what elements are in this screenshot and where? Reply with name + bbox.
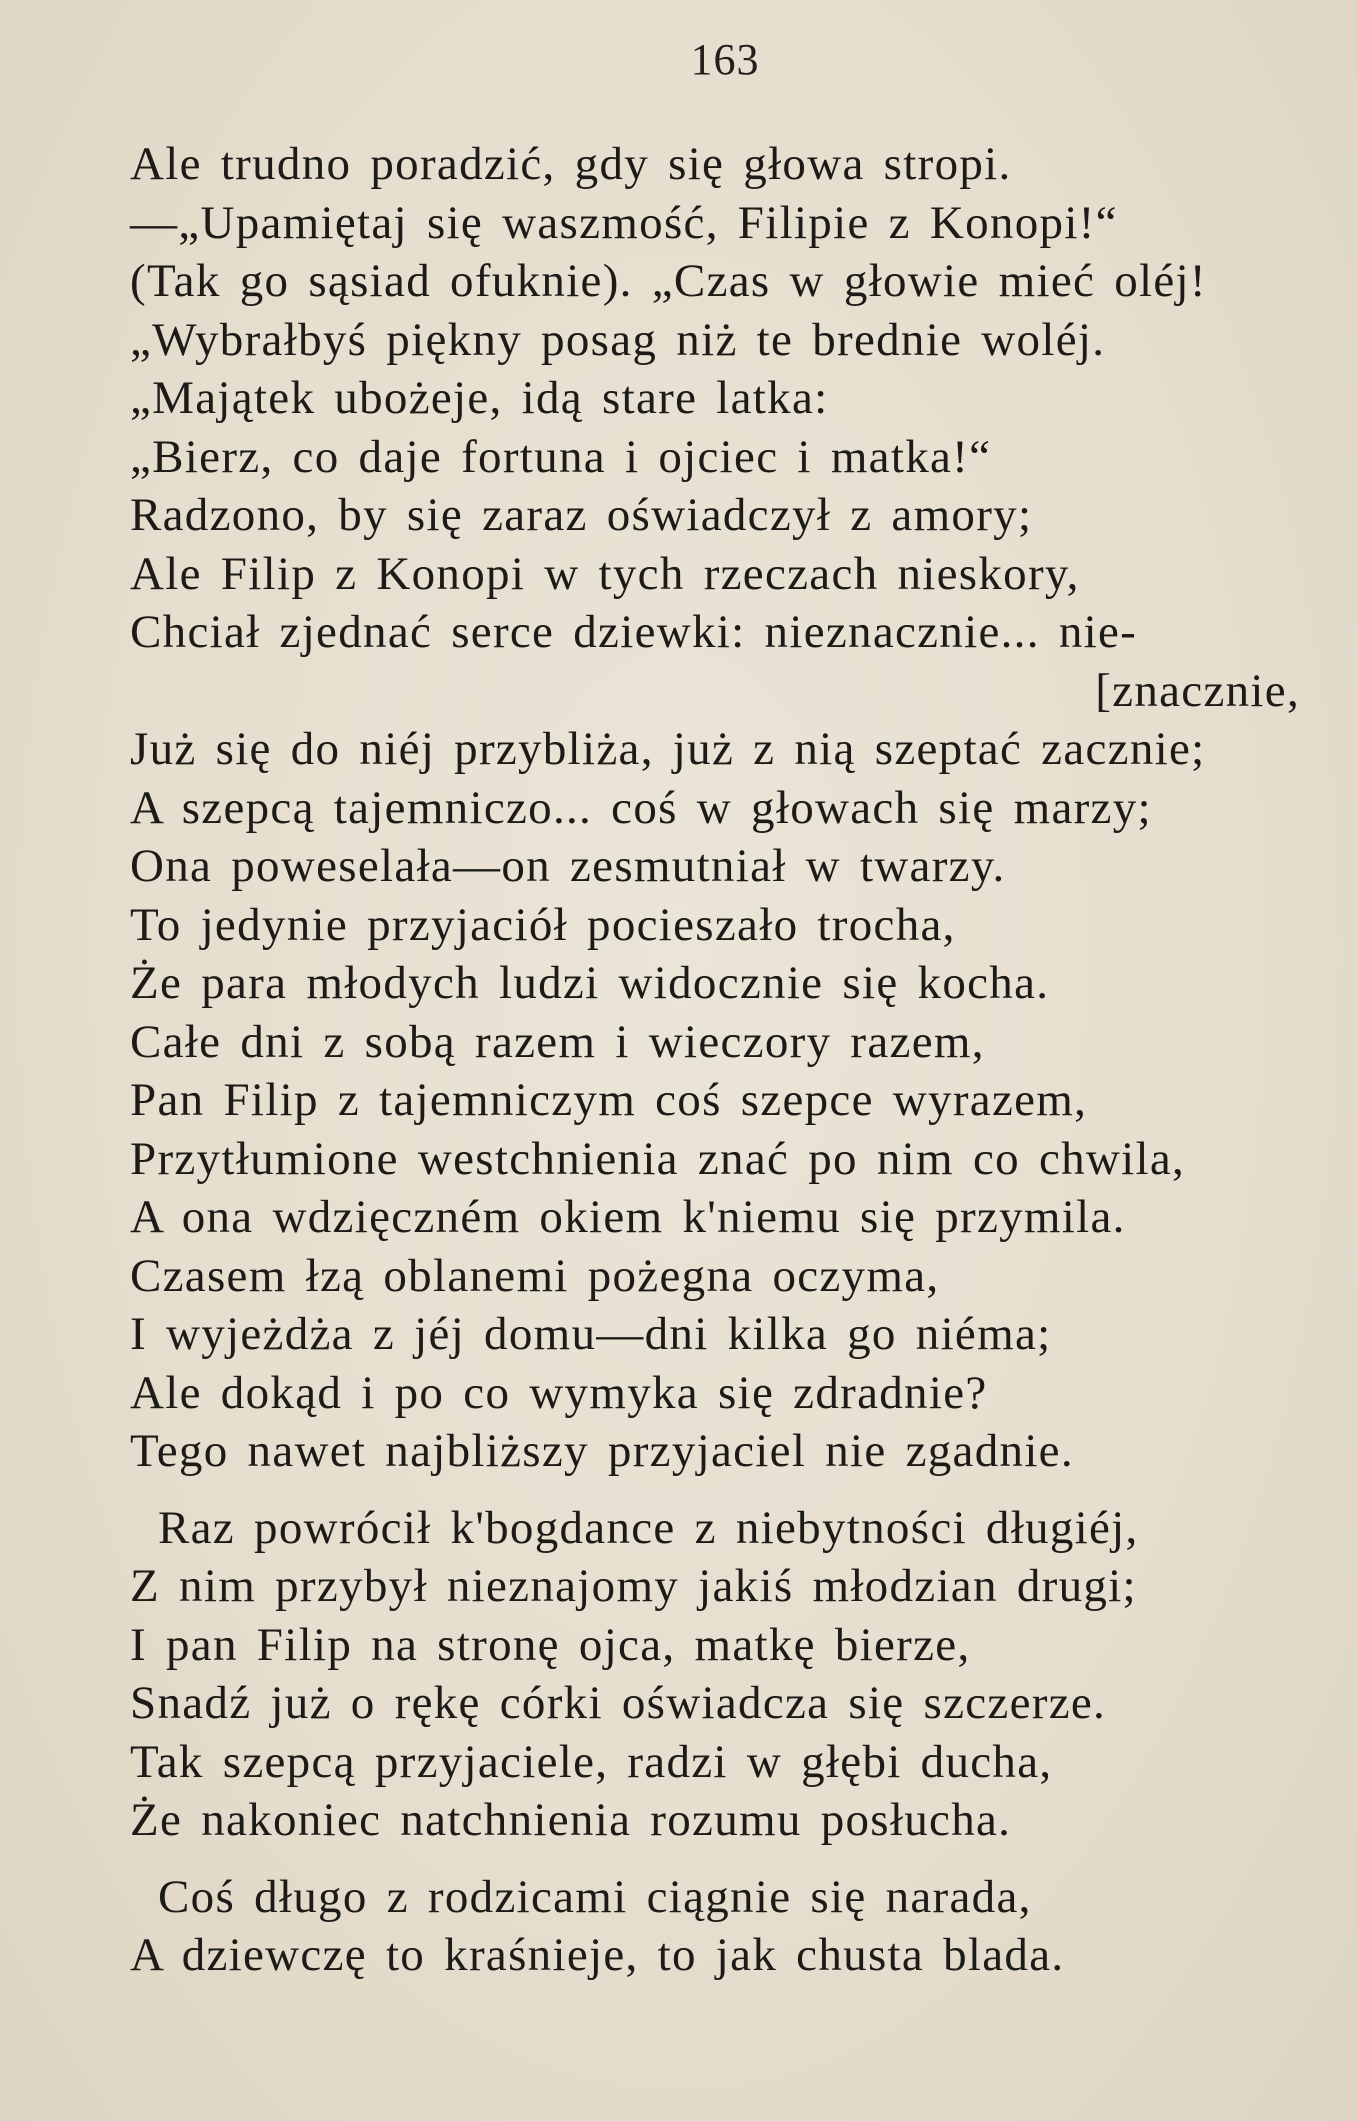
verse-line: Coś długo z rodzicami ciągnie się narada, bbox=[158, 1870, 1032, 1923]
verse-line: Przytłumione westchnienia znać po nim co chwila, bbox=[130, 1132, 1186, 1185]
verse-line: „Bierz, co daje fortuna i ojciec i matka!“ bbox=[130, 430, 992, 483]
verse-line: A dziewczę to kraśnieje, to jak chusta blada. bbox=[130, 1929, 1065, 1981]
verse-line: Chciał zjednać serce dziewki: nieznacznie... nie- bbox=[130, 606, 1138, 658]
verse-line: „Majątek ubożeje, idą stare latka: bbox=[130, 372, 829, 424]
verse-line: To jedynie przyjaciół pocieszało trocha, bbox=[130, 898, 956, 951]
verse-line-continuation: [znacznie, bbox=[1095, 664, 1300, 717]
verse-line: Ale Filip z Konopi w tych rzeczach nieskory, bbox=[130, 547, 1080, 600]
stanza-2 bbox=[130, 1499, 1300, 1850]
verse-line: Ona poweselała—on zesmutniał w twarzy. bbox=[130, 840, 1006, 892]
verse-line: I pan Filip na stronę ojca, matkę bierze, bbox=[130, 1618, 971, 1671]
poem-text bbox=[130, 135, 1300, 1985]
verse-line: Radzono, by się zaraz oświadczył z amory; bbox=[130, 489, 1033, 541]
verse-line: Tego nawet najbliższy przyjaciel nie zgadnie. bbox=[130, 1425, 1074, 1477]
stanza-1 bbox=[130, 135, 1300, 1481]
verse-line: „Wybrałbyś piękny posag niż te brednie woléj. bbox=[130, 313, 1106, 366]
stanza-gap bbox=[130, 1481, 1300, 1499]
verse-line: A ona wdzięczném okiem k'niemu się przymila. bbox=[130, 1191, 1126, 1243]
verse-line: Tak szepcą przyjaciele, radzi w głębi ducha, bbox=[130, 1735, 1053, 1788]
verse-line: I wyjeżdża z jéj domu—dni kilka go niéma; bbox=[130, 1308, 1052, 1360]
verse-line: Całe dni z sobą razem i wieczory razem, bbox=[130, 1015, 985, 1068]
verse-line: Czasem łzą oblanemi pożegna oczyma, bbox=[130, 1249, 940, 1302]
verse-line: Raz powrócił k'bogdance z niebytności długiéj, bbox=[158, 1501, 1139, 1554]
verse-line: Ale trudno poradzić, gdy się głowa stropi. bbox=[130, 138, 1012, 190]
stanza-gap bbox=[130, 1850, 1300, 1868]
stanza-3 bbox=[130, 1868, 1300, 1985]
verse-line: Że para młodych ludzi widocznie się kocha. bbox=[130, 957, 1050, 1009]
verse-line: Pan Filip z tajemniczym coś szepce wyrazem, bbox=[130, 1074, 1088, 1126]
verse-line: Ale dokąd i po co wymyka się zdradnie? bbox=[130, 1366, 988, 1419]
verse-line: Że nakoniec natchnienia rozumu posłucha. bbox=[130, 1794, 1012, 1846]
verse-line: A szepcą tajemniczo... coś w głowach się marzy; bbox=[130, 781, 1152, 834]
verse-line: Z nim przybył nieznajomy jakiś młodzian drugi; bbox=[130, 1560, 1137, 1612]
verse-line: (Tak go sąsiad ofuknie). „Czas w głowie mieć oléj! bbox=[130, 255, 1207, 307]
verse-line: —„Upamiętaj się waszmość, Filipie z Konopi!“ bbox=[130, 196, 1118, 249]
verse-line: Snadź już o rękę córki oświadcza się szczerze. bbox=[130, 1677, 1107, 1729]
verse-line: Już się do niéj przybliża, już z nią szeptać zacznie; bbox=[130, 723, 1206, 775]
page-number: 163 bbox=[690, 35, 760, 84]
